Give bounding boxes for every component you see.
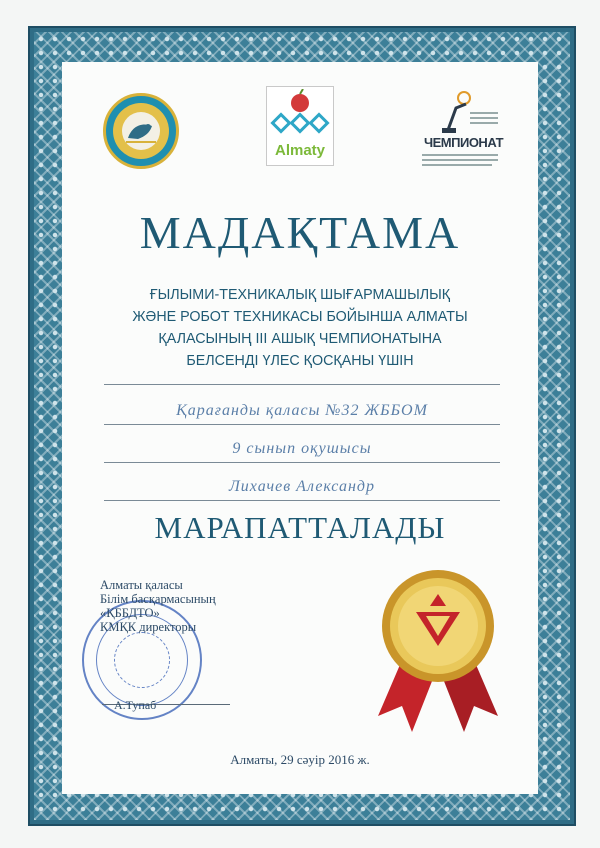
championship-logo (420, 90, 504, 172)
award-heading: МАРАПАТТАЛАДЫ (154, 510, 446, 545)
recipient-name: Лихачев Александр (104, 478, 500, 501)
certificate-subtitle (80, 284, 520, 372)
almaty-emblem-logo (103, 93, 179, 169)
issuer-line: КМҚК директоры (100, 620, 197, 634)
subtitle-line: ЖӘНЕ РОБОТ ТЕХНИКАСЫ БОЙЫНША АЛМАТЫ (132, 309, 468, 325)
championship-logo-text: ЧЕМПИОНАТ (424, 135, 504, 150)
almaty-city-logo (266, 86, 334, 166)
separator-line (104, 384, 500, 385)
subtitle-line: ҚАЛАСЫНЫҢ III АШЫҚ ЧЕМПИОНАТЫНА (158, 331, 442, 347)
almaty-logo-text: Almaty (274, 142, 326, 159)
recipient-grade: 9 сынып оқушысы (104, 440, 500, 463)
issuer-line: Білім басқармасының (100, 592, 216, 606)
robot-arm-icon (420, 90, 500, 134)
issue-place-date: Алматы, 29 сәуір 2016 ж. (230, 752, 370, 767)
signer-name: А.Тупаб (114, 698, 157, 712)
subtitle-line: ҒЫЛЫМИ-ТЕХНИКАЛЫҚ ШЫҒАРМАШЫЛЫҚ (149, 287, 451, 303)
recipient-school: Қарағанды қаласы №32 ЖББОМ (104, 402, 500, 425)
award-medal (368, 566, 508, 736)
subtitle-line: БЕЛСЕНДІ ҮЛЕС ҚОСҚАНЫ ҮШІН (186, 353, 414, 369)
issuer-block (100, 578, 216, 634)
rosette-medal-icon (368, 566, 508, 736)
snow-leopard-icon (122, 112, 160, 150)
issuer-line: «ҚББДТО» (100, 606, 160, 620)
apple-logo-icon (267, 89, 333, 141)
issuer-line: Алматы қаласы (100, 578, 183, 592)
championship-fine-print (420, 152, 500, 172)
certificate-title: МАДАҚТАМА (139, 207, 461, 258)
